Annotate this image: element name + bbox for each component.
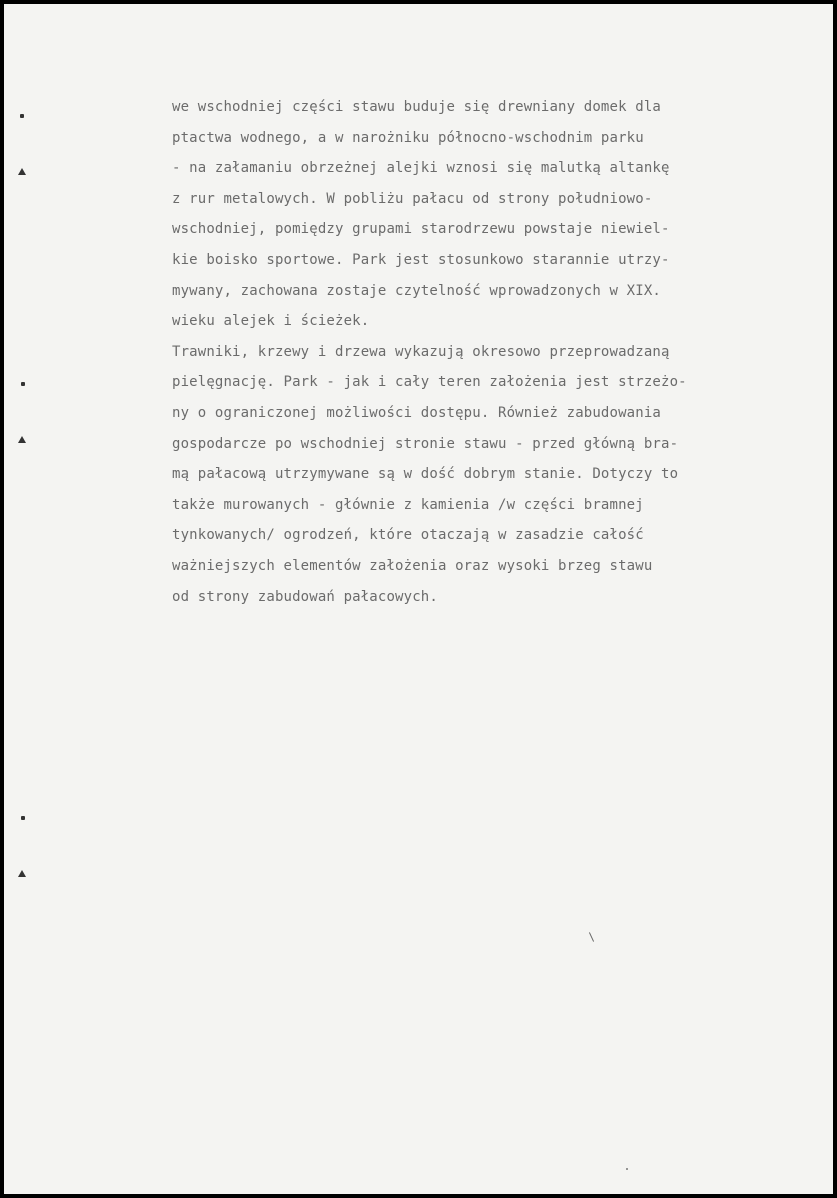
margin-mark-5: [21, 816, 25, 820]
text-line: od strony zabudowań pałacowych.: [172, 588, 438, 605]
text-line: z rur metalowych. W pobliżu pałacu od strony południowo-: [172, 190, 653, 207]
text-line: pielęgnację. Park - jak i cały teren założenia jest strzeżo-: [172, 374, 687, 391]
margin-mark-3: [21, 382, 25, 386]
margin-mark-2: [18, 168, 26, 175]
typewritten-text: [172, 92, 802, 612]
ink-stroke: [589, 932, 594, 941]
margin-mark-4: [18, 436, 26, 443]
document-page: [4, 4, 833, 1194]
ink-speck: [626, 1168, 628, 1170]
text-line: tynkowanych/ ogrodzeń, które otaczają w zasadzie całość: [172, 527, 644, 544]
text-line: gospodarcze po wschodniej stronie stawu - przed główną bra-: [172, 435, 679, 452]
text-line: wschodniej, pomiędzy grupami starodrzewu powstaje niewiel-: [172, 221, 670, 238]
text-line: ważniejszych elementów założenia oraz wysoki brzeg stawu: [172, 557, 653, 574]
text-line: Trawniki, krzewy i drzewa wykazują okresowo przeprowadzaną: [172, 343, 670, 360]
text-line: mą pałacową utrzymywane są w dość dobrym stanie. Dotyczy to: [172, 466, 679, 483]
margin-mark-1: [20, 114, 24, 118]
text-line: także murowanych - głównie z kamienia /w części bramnej: [172, 496, 644, 513]
text-line: we wschodniej części stawu buduje się drewniany domek dla: [172, 99, 661, 115]
text-line: ptactwa wodnego, a w narożniku północno-wschodnim parku: [172, 129, 644, 146]
margin-mark-6: [18, 870, 26, 877]
text-line: - na załamaniu obrzeżnej alejki wznosi się malutką altankę: [172, 160, 670, 177]
text-line: wieku alejek i ścieżek.: [172, 313, 370, 330]
text-line: kie boisko sportowe. Park jest stosunkowo starannie utrzy-: [172, 251, 670, 268]
text-line: mywany, zachowana zostaje czytelność wprowadzonych w XIX.: [172, 282, 661, 299]
text-line: ny o ograniczonej możliwości dostępu. Również zabudowania: [172, 404, 661, 421]
